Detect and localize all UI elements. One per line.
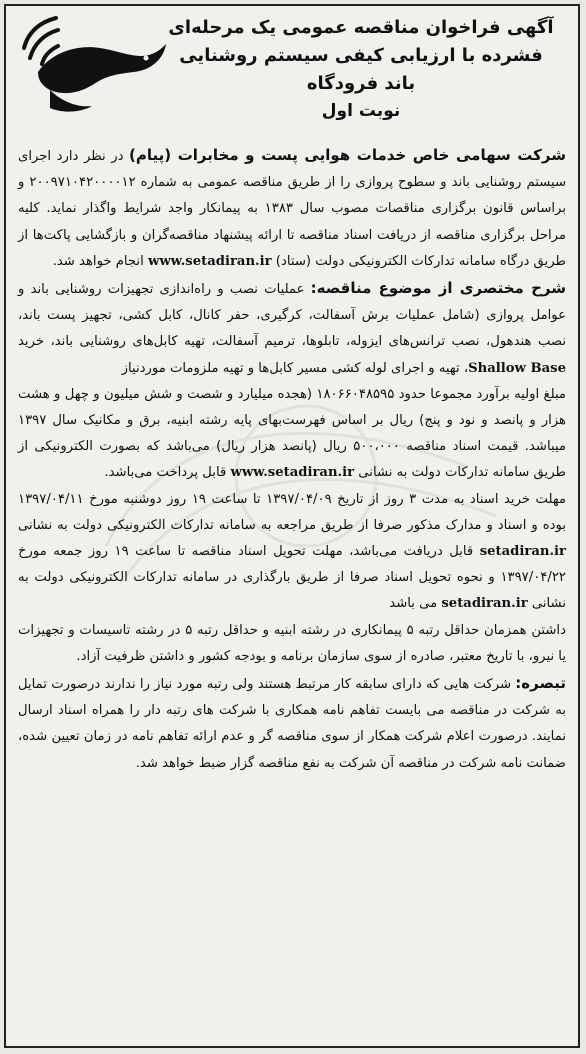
deadline-text-2: قابل دریافت می‌باشد، مهلت تحویل اسناد مناقصه تا ساعت ۱۹ روز جمعه مورخ ۱۳۹۷/۰۴/۲۲ و نحوه تحویل اسناد صرفا از طریق بارگذاری در سامانه تدارکات الکترونیکی دولت به نشانی [18,544,566,612]
intro-paragraph [18,142,566,275]
bird-logo-icon [20,14,170,124]
deadline-text-3: می باشد [389,596,442,612]
deadline-url: setadiran.ir [479,544,566,560]
requirement-paragraph: داشتن همزمان حداقل رتبه ۵ پیمانکاری در رشته ابنیه و حداقل رتبه ۵ در رشته تاسیسات و تجهیزات یا نیرو، با تاریخ معتبر، صادره از سوی سازمان برنامه و بودجه کشور و داشتن ظرفیت آزاد. [18,622,566,664]
notice-header [18,14,566,142]
note-paragraph [18,670,566,777]
shallow-base: Shallow Base [468,360,566,376]
subject-text-2: ، تهیه و اجرای لوله کشی مسیر کابل‌ها و تهیه ملزومات موردنیاز [121,360,469,376]
cost-url: www.setadiran.ir [230,465,355,481]
title-line-2: فشرده با ارزیابی کیفی سیستم روشنایی [179,45,543,66]
subject-text-1: عملیات نصب و راه‌اندازی تجهیزات روشنایی باند و عوامل پروازی (شامل عملیات برش آسفالت، کرگیری، حفر کانال، کابل کشی، تجهیز پست باند، نصب هندهول، نصب ترانس‌های ایزوله، تابلوها، ترمیم آسفالت، تهیه کابل‌های روشنایی باند، خرید [18,282,566,350]
subject-heading: شرح مختصری از موضوع مناقصه: [310,279,566,298]
intro-text-1: در نظر دارد اجرای سیستم روشنایی باند و سطوح پروازی را از طریق مناقصه عمومی به شماره ۲۰۰۹۷۱۰۴۲۰۰۰۰۱۲ و براساس قانون برگزاری مناقصات مصوب سال ۱۳۸۳ به پیمانکار واجد شرایط واگذار نماید. کلیه مراحل برگزاری مناقصه از دریافت اسناد مناقصه تا ارائه پیشنهاد مناقصه‌گران و بازگشایی پاکت‌ها از طریق درگاه سامانه تدارکات الکترونیکی دولت (ستاد) [18,149,567,269]
deadline-paragraph [18,487,566,618]
round-label: نوبت اول [321,101,401,121]
notice-frame [4,4,580,1048]
cost-text-2: قابل پرداخت می‌باشد. [104,465,231,481]
title-line-3: باند فرودگاه [306,73,416,94]
note-label: تبصره: [515,674,566,693]
deadline-url-2: setadiran.ir [441,596,528,612]
intro-url: www.setadiran.ir [147,253,272,269]
company-name: شرکت سهامی خاص خدمات هوایی پست و مخابرات (پیام) [129,146,566,164]
intro-text-2: انجام خواهد شد. [52,253,148,269]
subject-paragraph [18,275,566,382]
deadline-text-1: مهلت خرید اسناد به مدت ۳ روز از تاریخ ۱۳۹۷/۰۴/۰۹ تا ساعت ۱۹ روز دوشنبه مورخ ۱۳۹۷/۰۴/۱۱ بوده و اسناد و مدارک مذکور صرفا از طریق مراجعه به سامانه تدارکات الکترونیکی دولت به نشانی [18,491,566,533]
title-line-1: آگهی فراخوان مناقصه عمومی یک مرحله‌ای [168,17,554,38]
cost-paragraph [18,382,566,487]
note-text: شرکت هایی که دارای سابقه کار مرتبط هستند ولی رتبه مورد نیاز را ندارند درصورت تمایل به شرکت در مناقصه می بایست تفاهم نامه همکاری با شرکت های رتبه دار را همراه اسناد ارسال نمایند. درصورت اعلام شرکت همکار از سوی مناقصه گر و عدم ارائه تفاهم نامه در زمان تعیین شده، ضمانت نامه شرکت در مناقصه آن شرکت به نفع مناقصه گزار ضبط خواهد شد. [18,677,566,771]
cost-text-1: مبلغ اولیه برآورد مجموعا حدود ۱۸۰۶۶۰۴۸۵۹۵ (هجده میلیارد و شصت و شش میلیون و چهل و هشت هزار و پانصد و نود و پنج) ریال بر اساس فهرست‌بهای پایه رشته ابنیه، برق و مکانیک سال ۱۳۹۷ میباشد. قیمت اسناد مناقصه ۵۰۰،۰۰۰ ریال (پانصد هزار ریال) می‌باشد که بصورت الکترونیکی از طریق سامانه تدارکات دولت به نشانی [18,386,566,481]
